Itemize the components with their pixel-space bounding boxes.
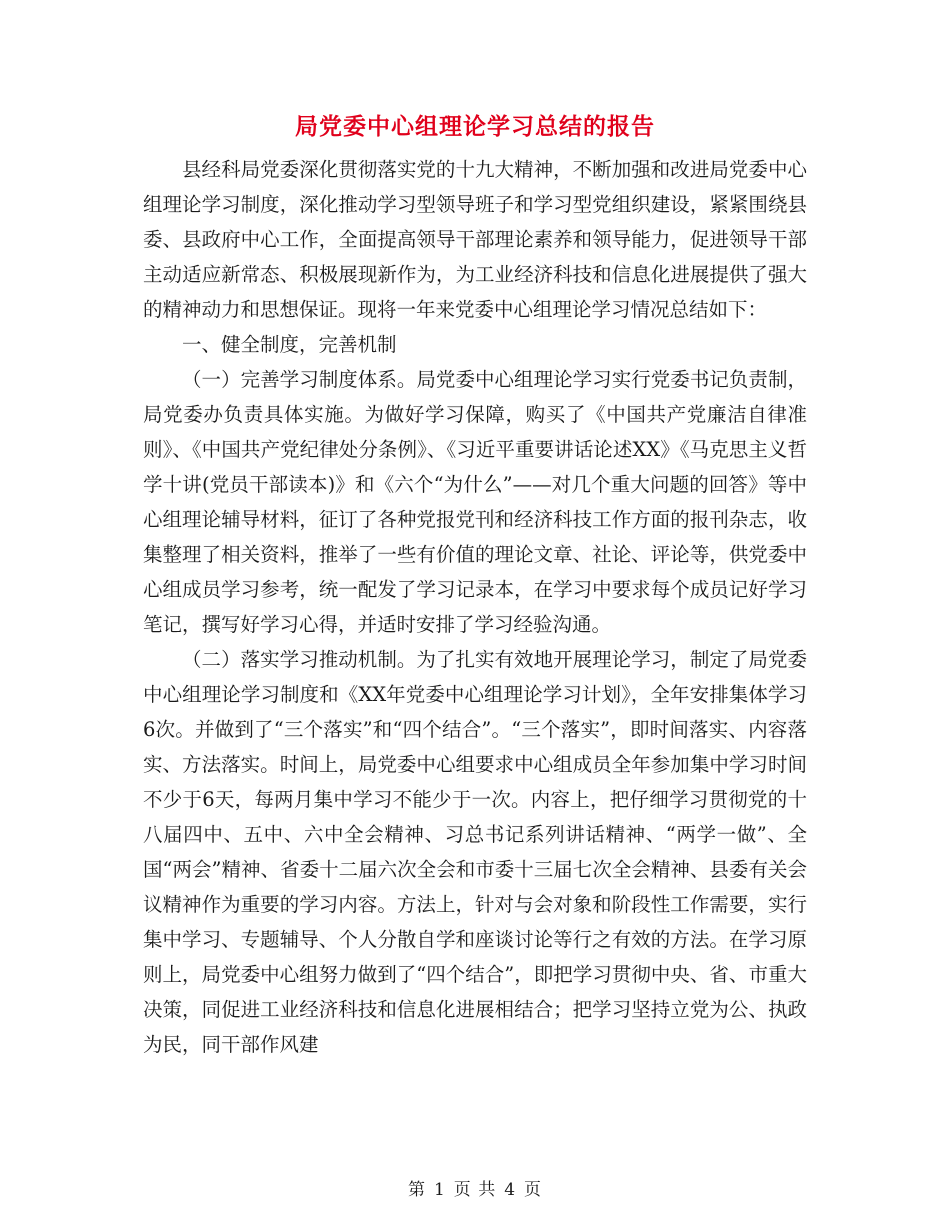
footer-middle: 页 共 bbox=[453, 1180, 497, 1200]
footer-total-pages: 4 bbox=[504, 1180, 517, 1200]
subsection-2-paragraph: （二）落实学习推动机制。为了扎实有效地开展理论学习，制定了局党委中心组理论学习制度和《XX年党委中心组理论学习计划》，全年安排集体学习6次。并做到了“三个落实”和“四个结合”。“三个落实”，即时间落实、内容落实、方法落实。时间上，局党委中心组要求中心组成员全年参加集中学习时间不少于6天，每两月集中学习不能少于一次。内容上，把仔细学习贯彻党的十八届四中、五中、六中全会精神、习总书记系列讲话精神、“两学一做”、全国“两会”精神、省委十二届六次全会和市委十三届七次全会精神、县委有关会议精神作为重要的学习内容。方法上，针对与会对象和阶段性工作需要，实行集中学习、专题辅导、个人分散自学和座谈讨论等行之有效的方法。在学习原则上，局党委中心组努力做到了“四个结合”，即把学习贯彻中央、省、市重大决策，同促进工业经济科技和信息化进展相结合；把学习坚持立党为公、执政为民，同干部作风建 bbox=[143, 648, 807, 1056]
footer-current-page: 1 bbox=[433, 1180, 446, 1200]
section-heading: 一、健全制度，完善机制 bbox=[182, 333, 397, 356]
intro-paragraph: 县经科局党委深化贯彻落实党的十九大精神，不断加强和改进局党委中心组理论学习制度，深化推动学习型领导班子和学习型党组织建设，紧紧围绕县委、县政府中心工作，全面提高领导干部理论素养和领导能力，促进领导干部主动适应新常态、积极展现新作为，为工业经济科技和信息化进展提供了强大的精神动力和思想保证。现将一年来党委中心组理论学习情况总结如下： bbox=[143, 158, 807, 321]
page-footer bbox=[0, 1178, 950, 1202]
document-title: 局党委中心组理论学习总结的报告 bbox=[295, 113, 655, 140]
footer-prefix: 第 bbox=[407, 1180, 426, 1200]
footer-suffix: 页 bbox=[524, 1180, 543, 1200]
subsection-1-paragraph: （一）完善学习制度体系。局党委中心组理论学习实行党委书记负责制，局党委办负责具体实施。为做好学习保障，购买了《中国共产党廉洁自律准则》、《中国共产党纪律处分条例》、《习近平重要讲话论述XX》《马克思主义哲学十讲(党员干部读本)》和《六个“为什么”——对几个重大问题的回答》等中心组理论辅导材料，征订了各种党报党刊和经济科技工作方面的报刊杂志，收集整理了相关资料，推举了一些有价值的理论文章、社论、评论等，供党委中心组成员学习参考，统一配发了学习记录本，在学习中要求每个成员记好学习笔记，撰写好学习心得，并适时安排了学习经验沟通。 bbox=[143, 368, 807, 636]
document-body bbox=[143, 152, 807, 1062]
